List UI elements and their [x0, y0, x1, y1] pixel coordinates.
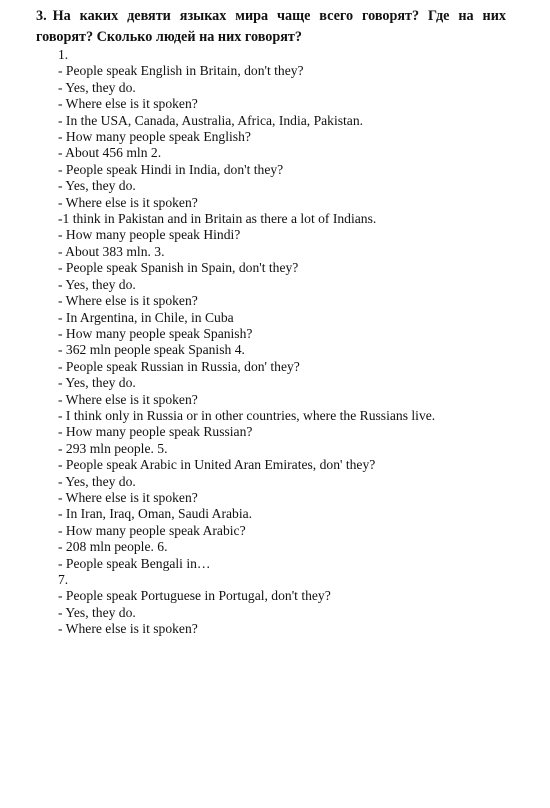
dialogue-line: - 208 mln people. 6. [58, 539, 168, 555]
dialogue-line: - Yes, they do. [58, 473, 136, 489]
dialogue-line: - Yes, they do. [58, 375, 136, 391]
dialogue-line: - Yes, they do. [58, 178, 136, 194]
dialogue-line: 7. [58, 572, 69, 587]
dialogue-line: - People speak Portuguese in Portugal, don't they? [58, 588, 331, 604]
dialogue-line: - People speak English in Britain, don't they? [58, 63, 304, 79]
dialogue-line: - Where else is it spoken? [58, 391, 198, 407]
dialogue-line: - In Iran, Iraq, Oman, Saudi Arabia. [58, 506, 253, 522]
dialogue-line: - About 456 mln 2. [58, 145, 162, 161]
dialogue-list [58, 47, 528, 638]
dialogue-line: - How many people speak Hindi? [58, 227, 241, 243]
dialogue-line: - Where else is it spoken? [58, 489, 198, 505]
dialogue-line: - 362 mln people speak Spanish 4. [58, 342, 245, 358]
dialogue-line: - 293 mln people. 5. [58, 440, 168, 456]
dialogue-line: - How many people speak Russian? [58, 424, 253, 440]
dialogue-line: - I think only in Russia or in other countries, where the Russians live. [58, 407, 436, 423]
dialogue-line: - People speak Hindi in India, don't they? [58, 161, 284, 177]
task-number: 3. [36, 8, 47, 24]
dialogue-line: - People speak Spanish in Spain, don't they? [58, 260, 299, 276]
task-heading [36, 6, 506, 47]
dialogue-line: - Where else is it spoken? [58, 194, 198, 210]
task-title-text: На каких девяти языках мира чаще всего говорят? Где на них говорят? Сколько людей на них говорят? [36, 8, 506, 45]
dialogue-line: - People speak Arabic in United Aran Emirates, don' they? [58, 457, 376, 473]
dialogue-line: -1 think in Pakistan and in Britain as there a lot of Indians. [58, 211, 377, 227]
dialogue-line: - People speak Bengali in… [58, 555, 211, 571]
dialogue-line: - People speak Russian in Russia, don' they? [58, 358, 300, 374]
dialogue-line: - Where else is it spoken? [58, 96, 198, 112]
dialogue-line: 1. [58, 47, 69, 62]
dialogue-line: - Yes, they do. [58, 604, 136, 620]
dialogue-line: - Yes, they do. [58, 79, 136, 95]
dialogue-line: - Where else is it spoken? [58, 621, 198, 637]
dialogue-line: - In the USA, Canada, Australia, Africa, India, Pakistan. [58, 112, 364, 128]
dialogue-line: - How many people speak Spanish? [58, 325, 253, 341]
dialogue-line: - About 383 mln. 3. [58, 243, 165, 259]
dialogue-line: - How many people speak Arabic? [58, 522, 246, 538]
dialogue-line: - Where else is it spoken? [58, 293, 198, 309]
dialogue-line: - How many people speak English? [58, 129, 251, 145]
dialogue-line: - In Argentina, in Chile, in Cuba [58, 309, 234, 325]
dialogue-line: - Yes, they do. [58, 276, 136, 292]
